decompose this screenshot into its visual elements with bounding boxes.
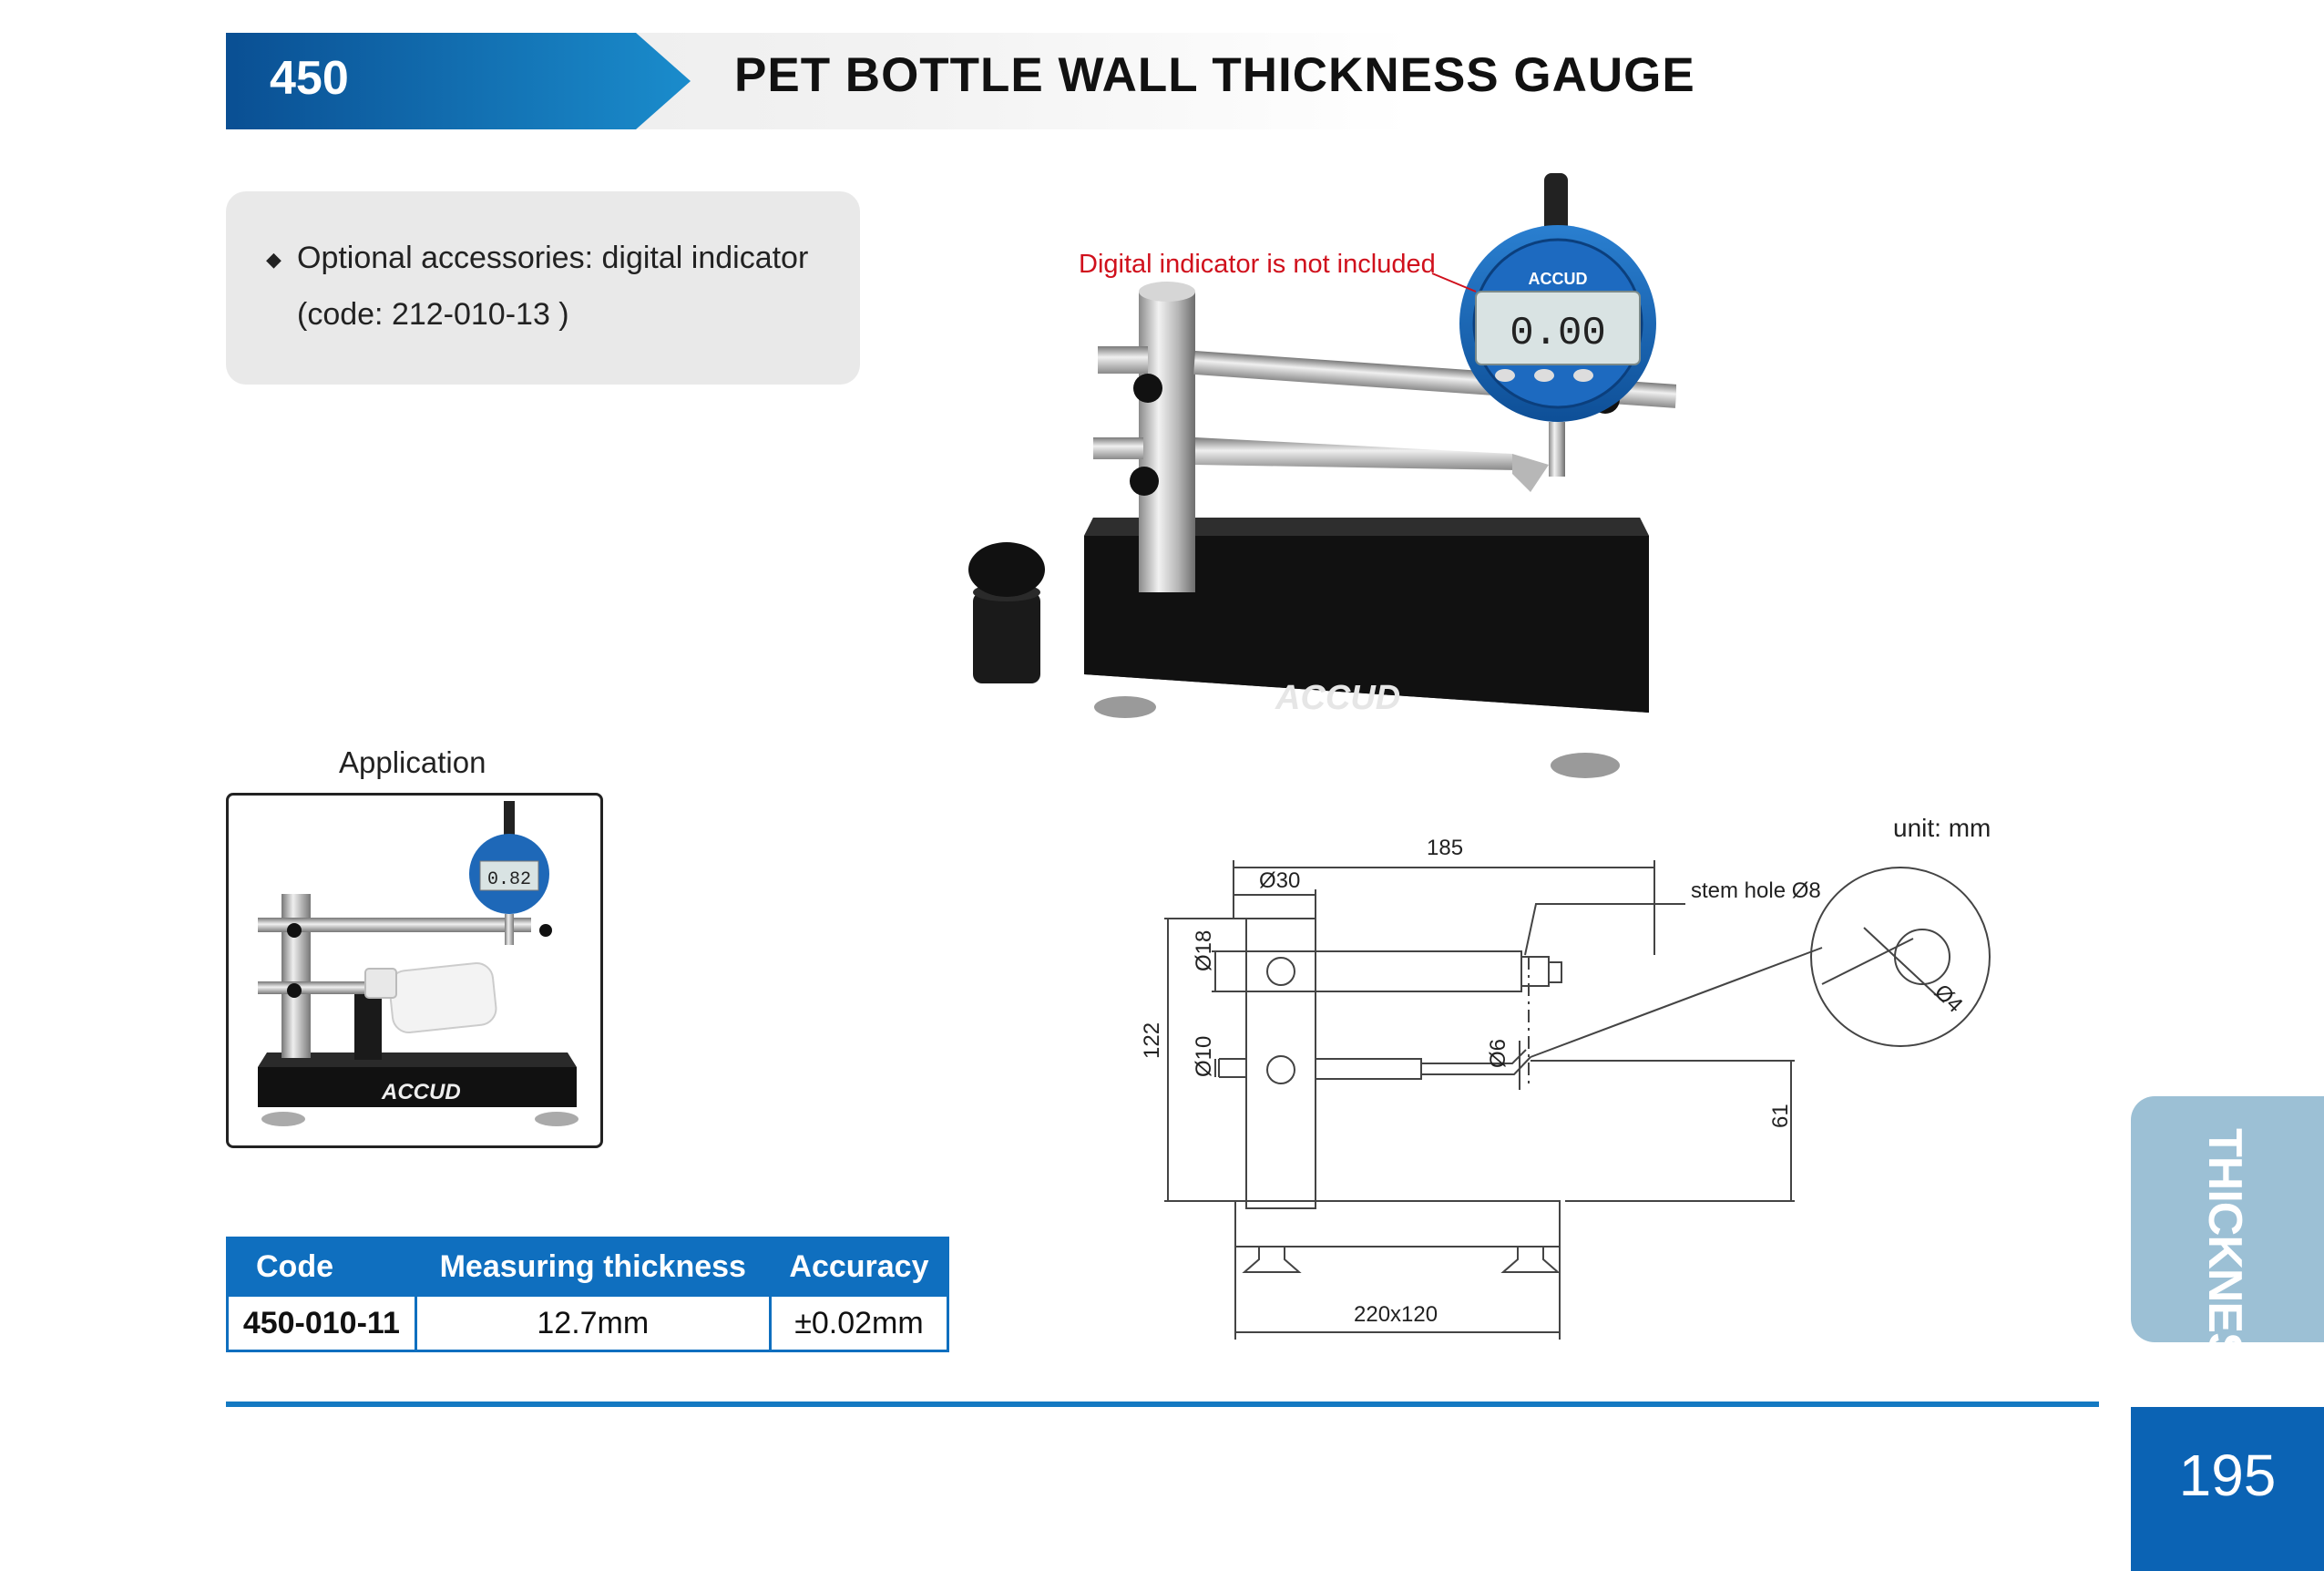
column-header-measuring-thickness: Measuring thickness — [415, 1238, 770, 1296]
indicator-callout: Digital indicator is not included — [1079, 250, 1436, 279]
dimension-detail: Ø4 — [1929, 980, 1968, 1018]
dimension-upper-rod: Ø18 — [1192, 929, 1216, 971]
cell-code: 450-010-11 — [228, 1296, 416, 1351]
notes-box — [226, 191, 860, 385]
bullet-diamond-icon: ◆ — [266, 248, 282, 271]
column-header-code: Code — [228, 1238, 416, 1296]
application-brand-logo: ACCUD — [382, 1080, 461, 1104]
dimension-column-diameter: Ø30 — [1259, 868, 1301, 893]
table-header-row — [228, 1238, 948, 1296]
dimension-height: 122 — [1140, 1022, 1164, 1059]
application-illustration — [229, 796, 600, 1145]
dimension-base: 220x120 — [1354, 1302, 1438, 1327]
technical-drawing — [1121, 802, 2032, 1367]
application-label: Application — [339, 745, 486, 779]
page-number: 195 — [2178, 1443, 2277, 1508]
note-accessories: Optional accessories: digital indicator — [297, 241, 809, 275]
spec-table — [226, 1237, 949, 1352]
table-row — [228, 1296, 948, 1351]
application-photo — [226, 793, 603, 1148]
column-header-accuracy: Accuracy — [770, 1238, 947, 1296]
unit-label: unit: mm — [1893, 814, 1991, 842]
product-brand-logo: ACCUD — [1275, 679, 1401, 717]
cell-accuracy: ±0.02mm — [770, 1296, 947, 1351]
section-number: 450 — [270, 52, 349, 105]
dimension-lower-rod: Ø10 — [1192, 1035, 1216, 1077]
dimension-tip: Ø6 — [1486, 1038, 1510, 1068]
application-display-reading: 0.82 — [486, 869, 532, 890]
dimension-length: 185 — [1427, 836, 1464, 860]
cell-measuring-thickness: 12.7mm — [415, 1296, 770, 1351]
dimension-tip-height: 61 — [1768, 1104, 1793, 1128]
note-accessory-code: (code: 212-010-13 ) — [297, 297, 569, 332]
page-title: PET BOTTLE WALL THICKNESS GAUGE — [734, 48, 1695, 102]
side-tab-label: THICKNESS — [2198, 1128, 2251, 1394]
dimension-stem-hole: stem hole Ø8 — [1691, 878, 1821, 903]
footer-rule — [226, 1402, 2099, 1407]
product-display-reading: 0.00 — [1510, 311, 1606, 356]
svg-text:ACCUD: ACCUD — [1528, 270, 1588, 288]
